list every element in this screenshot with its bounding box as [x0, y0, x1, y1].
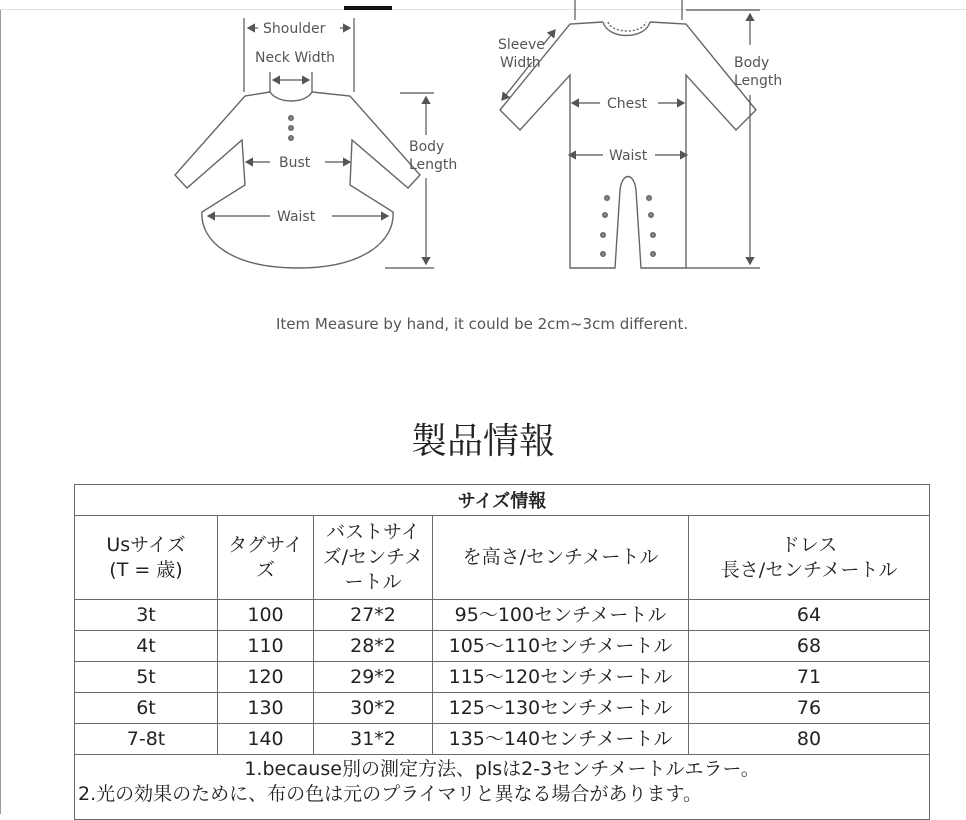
header-us-size-line2: (T = 歳): [109, 558, 183, 581]
table-row: [75, 600, 930, 631]
cell-dress-length: 71: [689, 662, 930, 693]
cell-bust: 29*2: [314, 662, 433, 693]
sleeve-width-label-2: Width: [500, 55, 541, 71]
table-row: [75, 662, 930, 693]
romper-waist-label: Waist: [609, 148, 648, 164]
notes-cell: [75, 755, 930, 820]
header-tag-size: [218, 516, 314, 600]
cell-bust: 30*2: [314, 693, 433, 724]
cell-dress-length: 76: [689, 693, 930, 724]
header-dress-length-line2: 長さ/センチメートル: [720, 558, 898, 581]
cell-tag-size: 110: [218, 631, 314, 662]
cell-height: 125～130センチメートル: [433, 693, 689, 724]
header-bust-size-line2: ズ/センチメ: [322, 546, 424, 568]
cell-bust: 31*2: [314, 724, 433, 755]
header-height-line1: を高さ/センチメートル: [462, 546, 659, 568]
neck-width-label: Neck Width: [255, 50, 336, 66]
cell-us-size: 7-8t: [75, 724, 218, 755]
dress-outline: [175, 92, 420, 268]
table-header-row: [75, 516, 930, 600]
table-row: [75, 724, 930, 755]
note-2: 2.光の効果のために、布の色は元のプライマリと異なる場合があります。: [78, 783, 703, 805]
cell-tag-size: 130: [218, 693, 314, 724]
cell-us-size: 5t: [75, 662, 218, 693]
notes-row: [75, 755, 930, 820]
romper-body-length-label-1: Body: [734, 55, 770, 71]
header-dress-length-line1: ドレス: [780, 533, 838, 556]
header-tag-size-line1: タグサイ: [228, 533, 303, 556]
cell-dress-length: 64: [689, 600, 930, 631]
cell-us-size: 3t: [75, 600, 218, 631]
cell-bust: 27*2: [314, 600, 433, 631]
page-title: 製品情報: [410, 421, 555, 462]
cell-tag-size: 100: [218, 600, 314, 631]
romper-body-length-label-2: Length: [734, 73, 783, 89]
measure-lines: [208, 0, 760, 268]
cell-bust: 28*2: [314, 631, 433, 662]
measurement-illustration: [160, 0, 810, 345]
table-row: [75, 631, 930, 662]
cell-us-size: 4t: [75, 631, 218, 662]
sleeve-width-label-1: Sleeve: [498, 37, 545, 53]
header-height: [433, 516, 689, 600]
chest-label: Chest: [607, 96, 648, 112]
header-bust-size-line1: バストサイ: [326, 521, 420, 543]
left-border: [0, 0, 1, 814]
table-row: [75, 693, 930, 724]
dress-body-length-label-2: Length: [409, 157, 458, 173]
size-table: [74, 484, 930, 820]
header-bust-size-line3: ートル: [344, 571, 402, 593]
measure-note: Item Measure by hand, it could be 2cm~3cm different.: [276, 315, 689, 333]
note-1: 1.because別の測定方法、plsは2-3センチメートルエラー。: [244, 758, 760, 780]
header-bust-size: [314, 516, 433, 600]
measurement-diagram: [160, 0, 810, 345]
cell-tag-size: 120: [218, 662, 314, 693]
cell-tag-size: 140: [218, 724, 314, 755]
cell-height: 115～120センチメートル: [433, 662, 689, 693]
header-tag-size-line2: ズ: [255, 558, 275, 581]
cell-us-size: 6t: [75, 693, 218, 724]
table-caption: サイズ情報: [75, 485, 930, 516]
shoulder-label: Shoulder: [263, 21, 326, 37]
cell-height: 135～140センチメートル: [433, 724, 689, 755]
cell-height: 105～110センチメートル: [433, 631, 689, 662]
cell-dress-length: 68: [689, 631, 930, 662]
dress-body-length-label-1: Body: [409, 139, 445, 155]
header-us-size: [75, 516, 218, 600]
cell-dress-length: 80: [689, 724, 930, 755]
bust-label: Bust: [279, 155, 311, 171]
dress-waist-label: Waist: [277, 209, 316, 225]
header-us-size-line1: Usサイズ: [106, 533, 186, 556]
cell-height: 95～100センチメートル: [433, 600, 689, 631]
header-dress-length: [689, 516, 930, 600]
